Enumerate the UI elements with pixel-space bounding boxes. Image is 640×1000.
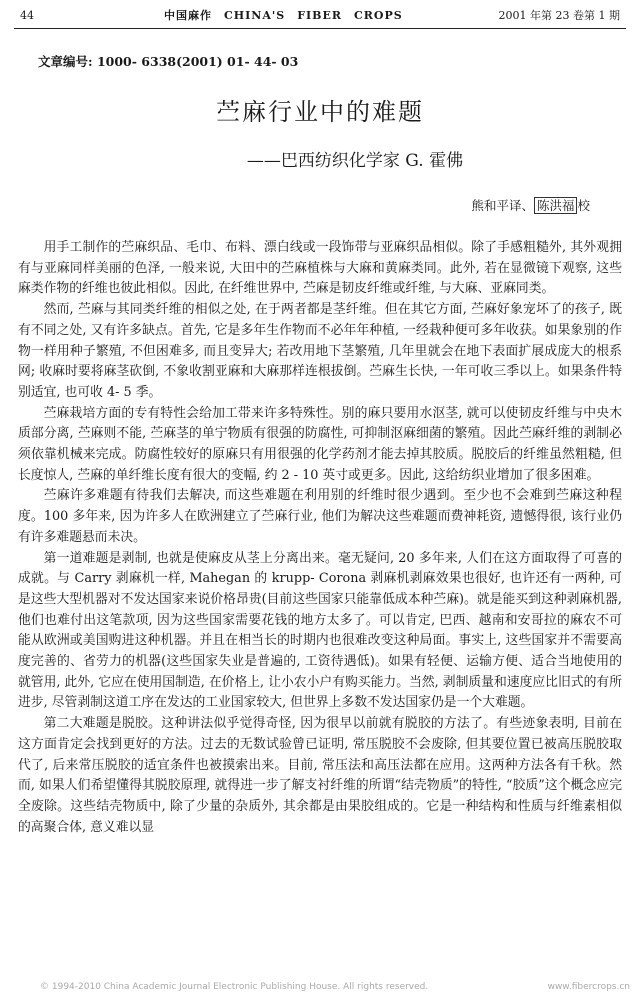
article-body [18, 238, 622, 992]
site-watermark: www.fibercrops.cn [547, 982, 630, 992]
article-number: 文章编号: 1000- 6338(2001) 01- 44- 03 [38, 54, 299, 69]
proofreader-name: 陈洪福 [534, 197, 578, 214]
translator: 熊和平译、 [471, 198, 534, 213]
page-number: 44 [20, 9, 34, 22]
article-title: 苎麻行业中的难题 [216, 98, 424, 126]
paragraph: 第一道难题是剥制, 也就是使麻皮从茎上分离出来。毫无疑问, 20 多年来, 人们在这方面取得了可喜的成就。与 Carry 剥麻机一样, Mahegan 的 krupp- Corona 剥麻机剥麻效果也很好, 也许还有一两种, 可是这些大型机器对不发达国家来说价格昂贵(目前这些国家只能靠低成本种苎麻)。就是能买到这种剥麻机器, 他们也难付出这笔款项, 因为这些国家需要花钱的地方太多了。可以肯定, 巴西、越南和安哥拉的麻农不可能从欧洲或美国购进这种机器。并且在相当长的时期内也很难改变这种局面。事实上, 这些国家并不需要高度完善的、省劳力的机器(这些国家失业是普遍的, 工资待遇低)。如果有轻便、运输方便、适合当地使用的就管用, 此外, 它应在使用国制造, 在价格上, 让小农小户有购买能力。当然, 剥制质量和速度应比旧式的有所进步, 尽管剥制这道工序在发达的工业国家较大, 但世界上多数不发达国家仍是一个大难题。 [18, 550, 622, 711]
paragraph: 然而, 苎麻与其同类纤维的相似之处, 在于两者都是茎纤维。但在其它方面, 苎麻好象宠坏了的孩子, 既有不同之处, 又有许多缺点。首先, 它是多年生作物而不必年年种植, 一经栽种便可多年收获。如果象别的作物一样用种子繁殖, 不但困难多, 而且变异大; 若改用地下茎繁殖, 几年里就会在地下表面扩展成庞大的根系网; 收麻时要将麻茎砍倒, 不象收割亚麻和大麻那样连根拔倒。苎麻生长快, 一年可收三季以上。如果条件特别适宜, 也可收 4- 5 季。 [18, 302, 622, 400]
page-header [14, 6, 626, 29]
byline [471, 196, 590, 214]
article-subtitle: ——巴西纺织化学家 G. 霍佛 [246, 151, 464, 171]
issue-info: 2001 年第 23 卷第 1 期 [498, 9, 620, 22]
paragraph: 用手工制作的苎麻织品、毛巾、布料、漂白线或一段饰带与亚麻织品相似。除了手感粗糙外, 其外观拥有与亚麻同样美丽的色泽, 一般来说, 大田中的苎麻植株与大麻和黄麻类同。此外, 若在显微镜下观察, 这些麻类作物的纤维也彼此相似。因此, 在纤维世界中, 苎麻是韧皮纤维或纤维, 与大麻、亚麻同类。 [18, 240, 622, 297]
copyright-text: © 1994-2010 China Academic Journal Electronic Publishing House. All rights reserved. [40, 982, 429, 992]
copyright-footer [40, 982, 630, 996]
journal-name: 中国麻作 CHINA'S FIBER CROPS [164, 9, 403, 22]
byline-suffix: 校 [577, 198, 590, 213]
paragraph: 苎麻许多难题有待我们去解决, 而这些难题在利用别的纤维时很少遇到。至少也不会难到苎麻这种程度。100 多年来, 因为许多人在欧洲建立了苎麻行业, 他们为解决这些难题而费神耗资, 遗憾得很, 该行业仍有许多难题悬而未决。 [18, 488, 622, 545]
paragraph: 第二大难题是脱胶。这种讲法似乎觉得奇怪, 因为很早以前就有脱胶的方法了。有些迹象表明, 目前在这方面肯定会找到更好的方法。过去的无数试验曾已证明, 常压脱胶不会废除, 但其要位置已被高压脱胶取代了, 后来常压脱胶的适宜条件也被摸索出来。目前, 常压法和高压法都在应用。这两种方法各有千秋。然而, 如果人们希望懂得其脱胶原理, 就得进一步了解支衬纤维的所谓“结壳物质”的特性, “胶质”这个概念应完全废除。这些结壳物质中, 除了少量的杂质外, 其余都是由果胶组成的。它是一种结构和性质与纤维素相似的高聚合体, 意义难以显 [18, 716, 622, 835]
paragraph: 苎麻栽培方面的专有特性会给加工带来许多特殊性。别的麻只要用水沤茎, 就可以使韧皮纤维与中央木质部分离, 苎麻则不能, 苎麻茎的单宁物质有很强的防腐性, 可抑制沤麻细菌的繁殖。因此苎麻纤维的剥制必须依靠机械来完成。防腐性较好的原麻只有用很强的化学药剂才能去掉其胶质。脱胶后的纤维虽然粗糙, 但长度惊人, 苎麻的单纤维长度有很大的变幅, 约 2 - 10 英寸或更多。因此, 这给纺织业增加了很多困难。 [18, 405, 622, 483]
